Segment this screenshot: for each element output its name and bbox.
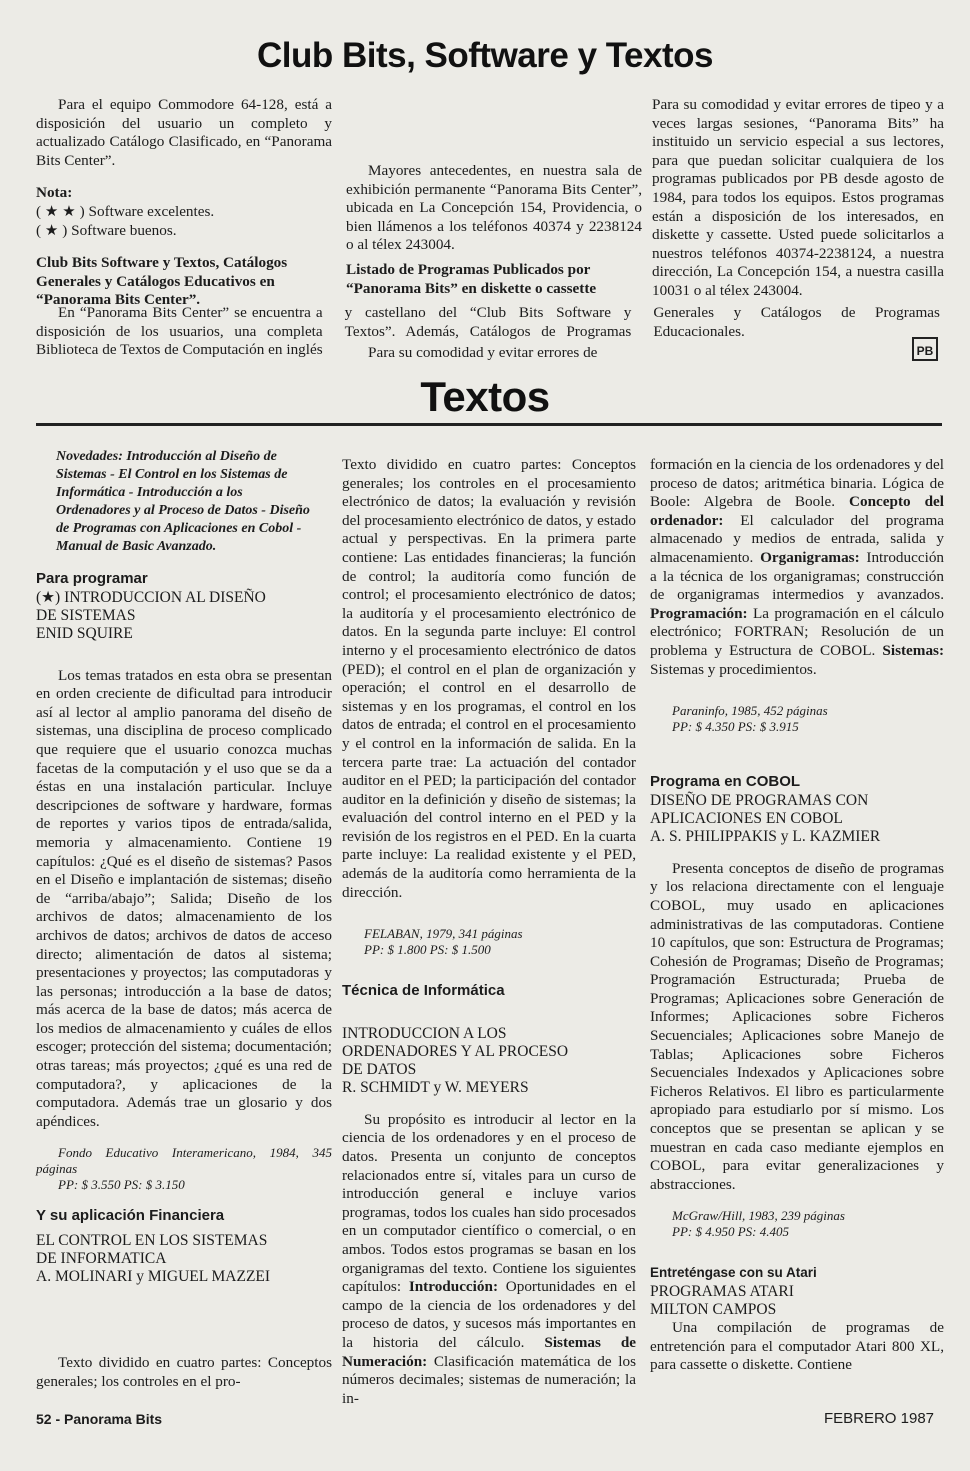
book4-author: A. S. PHILIPPAKIS y L. KAZMIER <box>650 827 881 845</box>
book2-description-start: Texto dividido en cuatro partes: Conceptos generales; los controles en el pro- <box>36 1354 332 1390</box>
page-banner-title: Club Bits, Software y Textos <box>257 36 713 75</box>
book2-section: Y su aplicación Financiera <box>36 1207 225 1225</box>
para-su-block <box>346 344 642 363</box>
book1-title-1: (★) INTRODUCCION AL DISEÑO <box>36 588 266 606</box>
footer-page-number: 52 - Panorama Bits <box>36 1411 163 1427</box>
book3-keyword-organigramas: Organigramas: <box>760 548 860 566</box>
book3-keyword-numeracion: Sistemas de Numeración: <box>342 1333 637 1370</box>
intro-column-2 <box>346 162 642 298</box>
intro-column-3 <box>652 96 944 301</box>
book1-publisher: Fondo Educativo Interamericano, 1984, 345 páginas <box>36 1145 332 1177</box>
book4-description: Presenta conceptos de diseño de programas y los relaciona directamente con el lenguaje COBOL, muy usado en aplicaciones administrativas de las computadoras. Contiene 10 capítulos, que son: Estructura de Programas; Cohesión de Programas; Diseño de Programas; Programación Estructurada; Prueba de Programas; Aplicaciones sobre Generación de Informes; Aplicaciones sobre Ficheros Secuenciales; Aplicaciones sobre Manejo de Tablas; Aplicaciones sobre Ficheros Secuenciales Indexados y Aplicaciones sobre Ficheros Relativos. El libro es particularmente apropiado para estudiarlo por sí mismo. Los conceptos que se presentan se aplican y se muestran en cada caso mediante ejemplos en COBOL, para evitar generalizaciones y abstracciones. <box>650 859 944 1193</box>
book2-title-2: DE INFORMATICA <box>36 1250 167 1268</box>
book4-title-2: APLICACIONES EN COBOL <box>650 809 843 827</box>
para-su-paragraph-start: Para su comodidad y evitar errores de <box>368 344 598 361</box>
book4-publisher: McGraw/Hill, 1983, 239 páginas <box>672 1208 845 1224</box>
book5-description: Una compilación de programas de entretención para el computador Atari 800 XL, para cassette o diskette. Contiene <box>650 1319 944 1374</box>
book3-keyword-sistemas: Sistemas: <box>882 641 945 659</box>
club-paragraph: En “Panorama Bits Center” se encuentra a disposición de los usuarios, una completa Biblioteca de Textos de Computación en inglés y castellano del “Club Bits Software y Textos”. Además, Catálogos de Programas Generales y Catálogos de Programas Educacionales. <box>36 304 940 359</box>
book3-title-2: ORDENADORES Y AL PROCESO <box>342 1042 569 1060</box>
footer-date: FEBRERO 1987 <box>823 1410 934 1427</box>
textos-title: Textos <box>420 373 550 420</box>
intro-paragraph: Para el equipo Commodore 64-128, está a disposición del usuario un completo y actualizado Catálogo Clasificado, en “Panorama Bits Center”. <box>36 96 332 169</box>
book3-text-intro: Su propósito es introducir al lector en la ciencia de los ordenadores y en el proceso de datos. Presenta un conjunto de conceptos relacionados entre sí, vitales para un curso de introducción general e incluye varios programas, todos los cuales han sido procesados en un computador científico o comercial, o en ambos. Todos estos programas se basan en los organigramas del texto. Contiene los siguientes capítulos: <box>342 1110 636 1296</box>
note-line-good: ( ★ ) Software buenos. <box>36 221 177 239</box>
book3-text-numeracion-end: formación en la ciencia de los ordenadores y del proceso de datos; aritmética binaria. Lógica de Boole: Algebra de Boole. <box>650 456 944 511</box>
book3-author: R. SCHMIDT y W. MEYERS <box>342 1078 529 1096</box>
intro-column-1 <box>36 96 332 310</box>
para-su-paragraph: Para su comodidad y evitar errores de tipeo y a veces largas sesiones, “Panorama Bits” ha instituido un servicio especial a sus lectores, para que puedan solicitar cualquiera de los programas publicados por PB desde agosto de 1984, para todos los equipos. Estos programas están a disposición de los interesados, en diskette y cassette. Usted puede solicitarlos a nuestros teléfonos 40374-2238124, a nuestra dirección, La Concepción 154, a nuestra casilla 10031 o al télex 243004. <box>652 96 944 299</box>
book3-text-programacion: La programación en el cálculo electrónico; FORTRAN; Resolución de un problema y Estructura de COBOL. <box>650 604 944 659</box>
note-title: Nota: <box>36 184 73 202</box>
book3-section: Técnica de Informática <box>342 982 505 1000</box>
book3-text-sistemas: Sistemas y procedimientos. <box>650 660 817 678</box>
book3-text-ordenador: El calculador del programa almacenado y medios de entrada, salida y almacenamiento. <box>650 511 945 566</box>
novedades-summary: Novedades: Introducción al Diseño de Sistemas - El Control en los Sistemas de Informática - Introducción a los Ordenadores y al Proceso de Datos - Diseño de Programas con Aplicaciones en Cobol - Manual de Basic Avanzado. <box>56 449 310 554</box>
book3-text-numeracion-start: Clasificación matemática de los números decimales; sistemas de numeración; la in- <box>342 1352 636 1407</box>
book5-title: PROGRAMAS ATARI <box>650 1283 794 1300</box>
textos-column-2 <box>342 456 636 1408</box>
book3-text-intro-detail: Oportunidades en el campo de la ciencia de los ordenadores y del proceso de datos, y sucesos más importantes en la historia del cálculo. <box>342 1278 637 1351</box>
book1-section: Para programar <box>36 570 148 587</box>
book3-keyword-ordenador: Concepto del ordenador: <box>650 493 945 529</box>
book4-section: Programa en COBOL <box>650 773 801 791</box>
book1-description: Los temas tratados en esta obra se presentan en orden creciente de dificultad para introducir así al lector al amplio panorama del diseño de sistemas, una disciplina de proceso complicado que requiere que el usuario conozca muchas facetas de la computación y el uso que se da a éstas en una instalación particular. Incluye descripciones de software y hardware, formas de reportes y varios tipos de entrada/salida, memoria y almacenamiento. Contiene 19 capítulos: ¿Qué es el diseño de sistemas? Pasos en el Diseño e implantación de sistemas; diseño de “arriba/abajo”; Salida; Diseño de los archivos de datos; almacenamiento de los archivos de datos; archivos de datos de acceso directo; alimentación de datos al sistema; presentaciones y proyectos; las computadoras y las personas; introducción a la base de datos; más acerca de la base de datos; más acerca de los medios de almacenamiento y cuáles de ellos escoger; protección del sistema; documentación; otras tareas; más proyectos; ¿qué es una red de computadora?, y aplicaciones de la computadora. Además trae un glosario y dos apéndices. <box>36 666 332 1130</box>
book3-title-1: INTRODUCCION A LOS <box>342 1024 507 1042</box>
book2-title-1: EL CONTROL EN LOS SISTEMAS <box>36 1232 268 1250</box>
book2-description: Texto dividido en cuatro partes: Conceptos generales; los controles en el procesamiento electrónico de datos; la evaluación y revisión del procesamiento electrónico de datos, y estado actual y perspectivas. En la primera parte contiene: Las entidades financieras; la función de control; la auditoría como función de control; el procesamiento electrónico de datos; la auditoría y el procesamiento electrónico de datos. En la segunda parte incluye: El control interno y el procesamiento electrónico de datos (PED); el control en el plan de organización y operación; el control en el desarrollo de sistemas y en los programas, el control en los datos de entrada; el control en el procesamiento y el control en la información de salida. En la tercera parte trae: La actuación del contador auditor en el PED; la participación del contador auditor en la definición y diseño de sistemas; la evaluación del control interno en el PED y la revisión de los registros en el PED. En la cuarta parte incluye: La realidad existente y el PED, además de la auditoría como herramienta de la dirección. <box>342 456 636 901</box>
note-line-excellent: ( ★ ★ ) Software excelentes. <box>36 202 215 220</box>
book2-price: PP: $ 1.800 PS: $ 1.500 <box>364 942 491 958</box>
book4-title-1: DISEÑO DE PROGRAMAS CON <box>650 791 869 809</box>
book3-text-organigramas: Introducción a la técnica de los organigramas; construcción de organigramas intermedios y avanzados. <box>650 548 945 604</box>
book3-keyword-programacion: Programación: <box>650 604 748 622</box>
book3-title-3: DE DATOS <box>342 1060 417 1078</box>
book2-text-block <box>36 1354 332 1400</box>
book5-author: MILTON CAMPOS <box>650 1301 777 1318</box>
book3-price: PP: $ 4.350 PS: $ 3.915 <box>672 719 799 735</box>
book3-publisher: Paraninfo, 1985, 452 páginas <box>672 703 828 719</box>
textos-column-1 <box>36 448 332 1292</box>
club-heading: Club Bits Software y Textos, Catálogos Generales y Catálogos Educativos en “Panorama Bits Center”. <box>36 254 288 309</box>
listado-heading: Listado de Programas Publicados por “Panorama Bits” en diskette o cassette <box>346 260 597 297</box>
book1-price: PP: $ 3.550 PS: $ 3.150 <box>58 1177 185 1193</box>
book3-description-cont <box>650 456 944 679</box>
book4-price: PP: $ 4.950 PS: 4.405 <box>672 1224 789 1240</box>
book1-author: ENID SQUIRE <box>36 624 133 642</box>
book3-description <box>342 1111 636 1409</box>
book3-keyword-intro: Introducción: <box>408 1278 498 1296</box>
book2-author: A. MOLINARI y MIGUEL MAZZEI <box>36 1268 271 1286</box>
book2-publisher: FELABAN, 1979, 341 páginas <box>364 926 523 942</box>
book1-title-2: DE SISTEMAS <box>36 606 136 624</box>
section-divider <box>36 423 942 426</box>
textos-column-3 <box>650 456 944 1375</box>
book5-section: Entreténgase con su Atari <box>650 1265 817 1281</box>
pb-logo: PB <box>912 337 938 361</box>
mayores-paragraph: Mayores antecedentes, en nuestra sala de exhibición permanente “Panorama Bits Center”, ubicada en La Concepción 154, Providencia, o bien llámenos a los teléfonos 40374 y 2238124 o al télex 243004. <box>346 162 642 254</box>
